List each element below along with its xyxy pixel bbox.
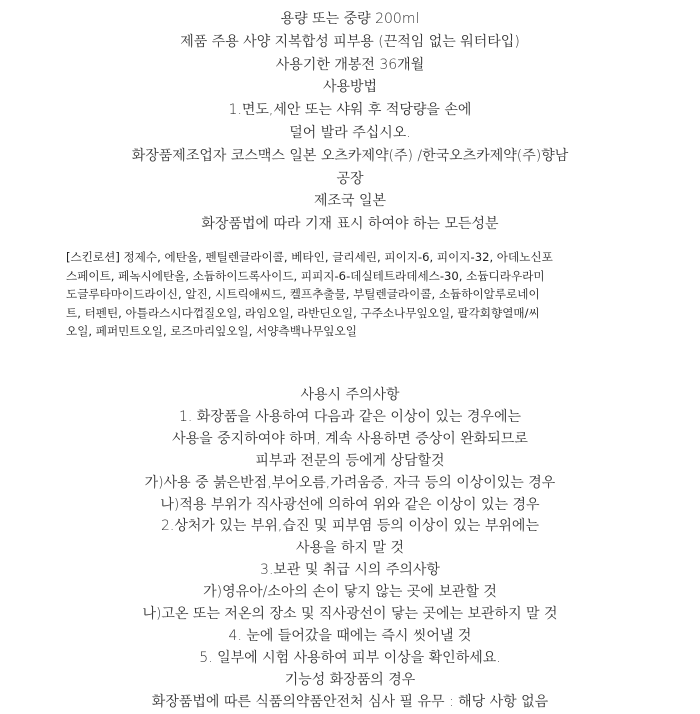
caution-line: 4. 눈에 들어갔을 때에는 즉시 씻어낼 것 [228, 627, 472, 644]
skin-type-line: 제품 주용 사양 지복합성 피부용 (끈적임 없는 워터타입) [180, 33, 520, 50]
cautions-heading: 사용시 주의사항 [300, 387, 400, 403]
caution-line: 사용을 하지 말 것 [295, 540, 405, 557]
caution-line: 나)적용 부위가 직사광선에 의하여 위와 같은 이상이 있는 경우 [160, 496, 540, 513]
caution-line: 피부과 전문의 등에게 상담할것 [255, 452, 445, 469]
product-info-section [0, 8, 700, 236]
expiry-line: 사용기한 개봉전 36개월 [275, 56, 425, 73]
usage-step-1: 1.면도,세안 또는 샤워 후 적당량을 손에 [228, 102, 472, 119]
ingredients-section [66, 248, 644, 341]
ingredients-heading: 화장품법에 따라 기재 표시 하여야 하는 모든성분 [201, 216, 499, 233]
caution-line: 가)영유아/소아의 손이 닿지 않는 곳에 보관할 것 [203, 584, 497, 601]
ingredients-line: 오일, 페퍼민트오일, 로즈마리잎오일, 서양측백나무잎오일 [66, 324, 357, 339]
ingredients-line: 트, 터펜틴, 아틀라스시다껍질오일, 라임오일, 라반딘오일, 구주소나무잎오일, 팔각회향열매/씨 [66, 305, 540, 320]
cautions-section [0, 385, 700, 714]
volume-line: 용량 또는 중량 200ml [280, 11, 420, 27]
ingredients-line: 도글루타마이드라이신, 알진, 시트릭애씨드, 켈프추출물, 부틸렌글라이콜, 소듐하이알루로네이 [66, 287, 540, 302]
caution-line: 사용을 중지하여야 하며, 계속 사용하면 증상이 완화되므로 [172, 430, 528, 447]
caution-line: 가)사용 중 붉은반점,부어오름,가려움증, 자극 등의 이상이있는 경우 [144, 474, 556, 491]
caution-line: 2.상처가 있는 부위,습진 및 피부염 등의 이상이 있는 부위에는 [161, 518, 539, 535]
caution-line: 5. 일부에 시험 사용하여 피부 이상을 확인하세요. [199, 649, 501, 666]
ingredients-line: [스킨로션] 정제수, 에탄올, 펜틸렌글라이콜, 베타인, 글리세린, 피이지-6, 피이지-32, 아데노신포 [66, 250, 553, 264]
manufacturer-line: 화장품제조업자 코스맥스 일본 오츠카제약(주) /한국오츠카제약(주)향남 [131, 147, 569, 164]
country-line: 제조국 일본 [313, 193, 387, 210]
usage-step-1-cont: 덜어 발라 주십시오. [289, 124, 411, 141]
functional-cosmetics-line: 기능성 화장품의 경우 [284, 671, 416, 688]
review-status-line: 화장품법에 따른 식품의약품안전처 심사 필 유무 : 해당 사항 없음 [151, 693, 549, 710]
manufacturer-line-cont: 공장 [336, 170, 364, 187]
ingredients-line: 스페이트, 페녹시에탄올, 소듐하이드록사이드, 피피지-6-데실테트라데세스-30, 소듐디라우라미 [66, 268, 545, 283]
caution-line: 나)고온 또는 저온의 장소 및 직사광선이 닿는 곳에는 보관하지 말 것 [142, 606, 558, 623]
usage-heading: 사용방법 [322, 79, 378, 96]
caution-line: 1. 화장품을 사용하여 다음과 같은 이상이 있는 경우에는 [178, 408, 522, 425]
caution-line: 3.보관 및 취급 시의 주의사항 [260, 562, 440, 579]
